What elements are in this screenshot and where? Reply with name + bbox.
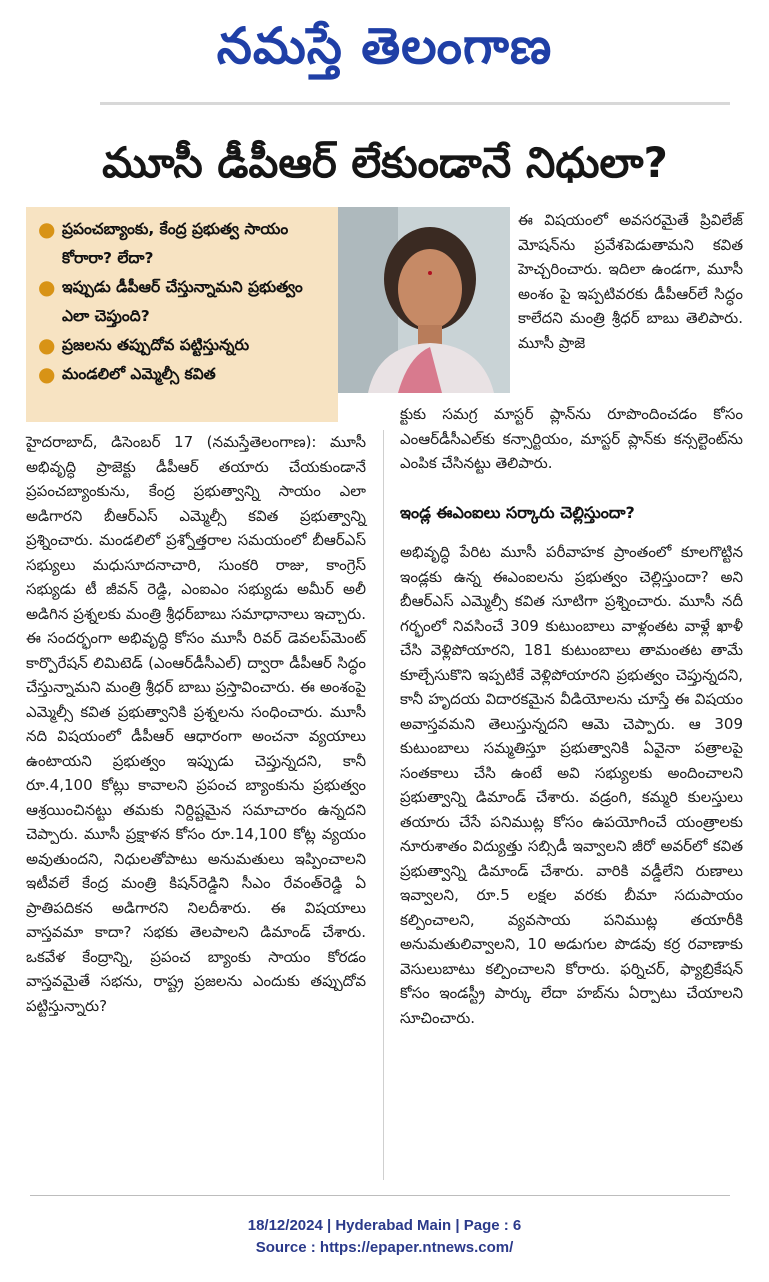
page-footer: [0, 1215, 769, 1259]
bullet-icon: ●: [38, 217, 56, 241]
bullet-icon: ●: [38, 275, 56, 299]
article-paragraph: క్టుకు సమగ్ర మాస్టర్ ప్లాన్‌ను రూపొందించడం కోసం ఎంఆర్‌డీసీఎల్‌కు కన్సార్టియం, మాస్టర్ ప్లాన్‌కు కన్సల్టెంట్‌ను ఎంపిక చేసినట్టు తెలిపారు.: [400, 405, 743, 472]
article-headline: మూసీ డీపీఆర్ లేకుండానే నిధులా?: [102, 138, 668, 187]
column-divider: [383, 430, 384, 1180]
highlight-item: [38, 360, 330, 389]
highlight-item: [38, 331, 330, 360]
masthead-logo: నమస్తే తెలంగాణ: [216, 16, 553, 75]
footer-divider: [30, 1195, 730, 1196]
highlight-text: మండలిలో ఎమ్మెల్సీ కవిత: [62, 365, 216, 383]
portrait-photo: [338, 207, 510, 393]
article-paragraph: అభివృద్ధి పేరిట మూసీ పరీవాహక ప్రాంతంలో కూలగొట్టిన ఇండ్లకు ఉన్న ఈఎంఐలను ప్రభుత్వం చెల్లిస్తుందా? అని బీఆర్‌ఎస్ ఎమ్మెల్సీ కవిత సూటిగా ప్రశ్నించారు. మూసీ నదీ గర్భంలో నివసించే 309 కుటుంబాలు వాళ్లంతట వాళ్లే ఖాళీ చేసి వెళ్లిపోయారని, 181 కుటుంబాలు తామంతట తామే కూల్చేసుకొని ఇప్పటికే వెళ్లిపోయారని ప్రభుత్వం చెప్తున్నదని, కానీ హృదయ విదారకమైన వీడియోలను చూస్తే ఈ విషయం అవాస్తవమని తెలుస్తున్నదని ఆమె చెప్పారు. ఆ 309 కుటుంబాలు సమ్మతిస్తూ ప్రభుత్వానికి ఏవైనా పత్రాలపై సంతకాలు చేసి ఉంటే అవి సభ్యులకు అందించాలని ప్రభుత్వాన్ని డిమాండ్ చేశారు. వడ్రంగి, కమ్మరి కులస్తులు తయారు చేసే పనిముట్ల కోసం ఉపయోగించే యంత్రాలకు నూరుశాతం విద్యుత్తు సబ్సిడీ ఇవ్వాలని జీరో అవర్‌లో కవిత ప్రభుత్వాన్ని డిమాండ్ చేశారు. వారికి వడ్డీలేని రుణాలు ఇవ్వాలని, రూ.5 లక్షల వరకు బీమా సదుపాయం కల్పించాలని, వ్యవసాయ పనిముట్ల తయారీకి అనుమతులివ్వాలని, 10 అడుగుల పొడవు కర్ర రవాణాకు వెసులుబాటు కల్పించాలని కోరారు. ఫర్నిచర్, ఫ్యాబ్రికేషన్ కోసం ఇండస్ట్రీ పార్కు లేదా హబ్‌ను ఏర్పాటు చేయాలని సూచించారు.: [400, 543, 743, 1027]
highlight-item: [38, 215, 330, 273]
footer-date-edition: 18/12/2024 | Hyderabad Main | Page : 6: [247, 1217, 522, 1234]
highlight-item: [38, 273, 330, 331]
article-column-left: [26, 430, 366, 1018]
highlight-text: ఇప్పుడు డీపీఆర్ చేస్తున్నామని ప్రభుత్వం ఎలా చెప్తుంది?: [62, 278, 303, 325]
bullet-icon: ●: [38, 333, 56, 357]
article-column-right: [400, 540, 743, 1030]
highlight-text: ప్రపంచబ్యాంకు, కేంద్ర ప్రభుత్వ సాయం కోరారా? లేదా?: [62, 220, 289, 267]
bullet-icon: ●: [38, 362, 56, 386]
article-paragraph: ఈ విషయంలో అవసరమైతే ప్రివిలేజ్ మోషన్‌ను ప్రవేశపెడుతామని కవిత హెచ్చరించారు. ఇదిలా ఉండగా, మూసీ అంశం పై ఇప్పటివరకు డీపీఆర్‌లే సిద్ధం కాలేదని మంత్రి శ్రీధర్ బాబు తెలిపారు. మూసీ ప్రాజె: [518, 211, 743, 352]
highlights-box: [26, 207, 338, 422]
article-paragraph: హైదరాబాద్, డిసెంబర్ 17 (నమస్తేతెలంగాణ): మూసీ అభివృద్ధి ప్రాజెక్టు డీపీఆర్ తయారు చేయకుండానే ప్రపంచబ్యాంకును, కేంద్ర ప్రభుత్వాన్ని సాయం ఎలా అడిగారని బీఆర్‌ఎస్ ఎమ్మెల్సీ కవిత ప్రభుత్వాన్ని ప్రశ్నించారు. మండలిలో ప్రశ్నోత్తరాల సమయంలో బీఆర్‌ఎస్ సభ్యులు మధుసూదనాచారి, సుంకరి రాజు, కాంగ్రెస్ సభ్యుడు టీ జీవన్ రెడ్డి, ఎంఐఎం సభ్యుడు అమీర్ అలీ అడిగిన ప్రశ్నలకు మంత్రి శ్రీధర్‌బాబు సమాధానాలు ఇచ్చారు. ఈ సందర్భంగా అభివృద్ధి కోసం మూసీ రివర్ డెవలప్‌మెంట్ కార్పొరేషన్ లిమిటెడ్ (ఎంఆర్‌డీసీఎల్) ద్వారా డీపీఆర్ సిద్ధం చేస్తున్నామని మంత్రి శ్రీధర్ బాబు ప్రస్తావించారు. ఈ అంశంపై ఎమ్మెల్సీ కవిత ప్రభుత్వానికి ప్రశ్నలను సంధించారు. మూసీ నది విషయంలో డీపీఆర్ ఆధారంగా అంచనా వ్యయాలు ఉంటాయని ప్రభుత్వం ఇప్పుడు చెప్తున్నదని, కానీ రూ.4,100 కోట్లు కావాలని ప్రపంచ బ్యాంకును ప్రభుత్వం ఆశ్రయించినట్టు తమకు నిర్దిష్టమైన సమాచారం ఉన్నదని చెప్పారు. మూసీ ప్రక్షాళన కోసం రూ.14,100 కోట్ల వ్యయం అవుతుందని, నిధులతోపాటు అనుమతులు ఇప్పించాలని ఇటీవలే కేంద్ర మంత్రి కిషన్‌రెడ్డిని సీఎం రేవంత్‌రెడ్డి ఏ ప్రాతిపదికన అడిగారని నిలదీశారు. ఈ విషయాలు వాస్తవమా కాదా? సభకు తెలపాలని డిమాండ్ చేశారు. ఒకవేళ కేంద్రాన్ని, ప్రపంచ బ్యాంకు సాయం కోరడం వాస్తవమైతే సభను, రాష్ట్ర ప్రజలను ఎందుకు తప్పుదోవ పట్టిస్తున్నారు?: [26, 433, 366, 1015]
masthead-divider: [100, 102, 730, 105]
article-column-right-top: [518, 208, 743, 355]
footer-source-link[interactable]: Source : https://epaper.ntnews.com/: [255, 1239, 514, 1256]
article-subheading: ఇండ్ల ఈఎంఐలు సర్కారు చెల్లిస్తుందా?: [400, 503, 635, 522]
portrait-illustration: [338, 207, 510, 393]
highlight-text: ప్రజలను తప్పుదోవ పట్టిస్తున్నరు: [62, 336, 250, 354]
article-column-right-wide: [400, 402, 743, 476]
